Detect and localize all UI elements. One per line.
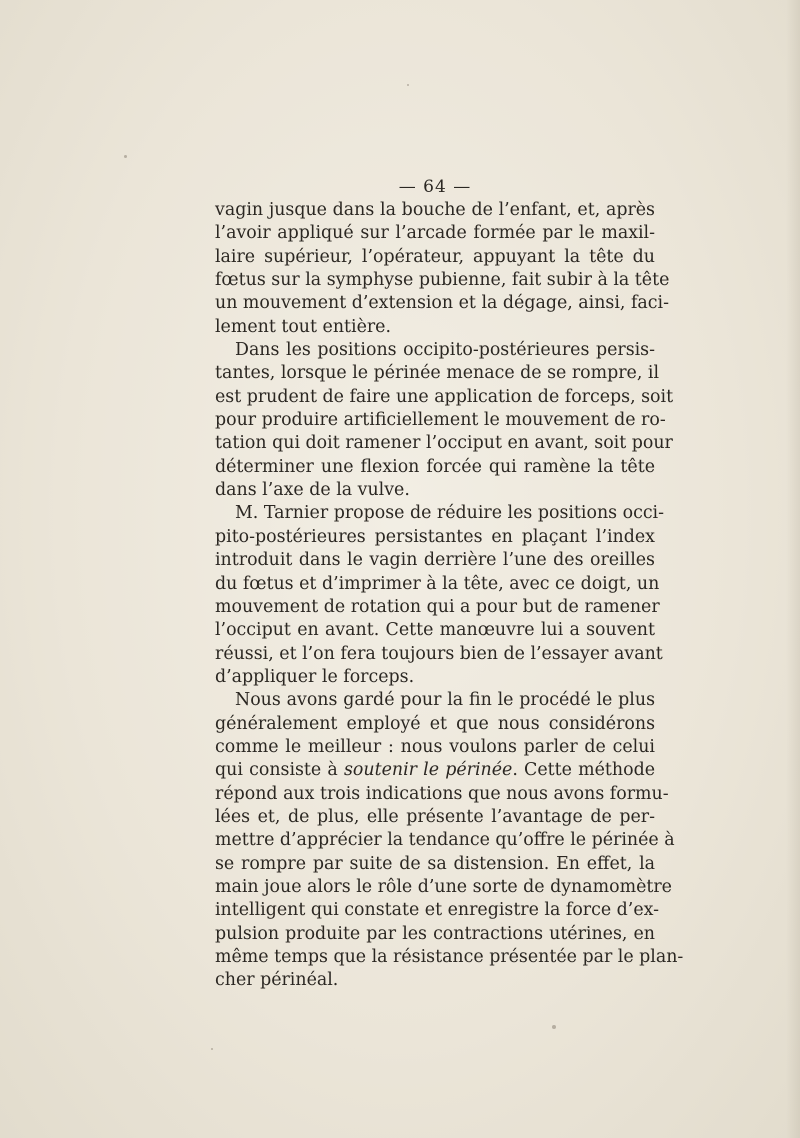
text-line: réussi, et l’on fera toujours bien de l’essayer avant — [215, 643, 663, 664]
text-line: est prudent de faire une application de forceps, soit — [215, 386, 674, 407]
text-line: cher périnéal. — [215, 970, 339, 991]
text-line: Dans les positions occipito-postérieures persis- — [235, 340, 655, 361]
text-line: intelligent qui constate et enregistre la force d’ex- — [215, 900, 660, 921]
text-line: qui consiste à soutenir le périnée. Cette méthode — [215, 760, 655, 781]
text-line: laire supérieur, l’opérateur, appuyant la tête du — [215, 246, 655, 267]
paragraph-4 — [215, 689, 684, 992]
page-edge-shadow — [786, 0, 800, 1138]
text-line: main joue alors le rôle d’une sorte de dynamomètre — [215, 876, 672, 897]
text-line: du fœtus et d’imprimer à la tête, avec ce doigt, un — [215, 573, 660, 594]
text-line: introduit dans le vagin derrière l’une des oreilles — [215, 550, 655, 571]
text-line: mettre d’apprécier la tendance qu’offre le périnée à — [215, 830, 675, 851]
text-line: répond aux trois indications que nous avons formu- — [215, 783, 669, 804]
text-line: tation qui doit ramener l’occiput en avant, soit pour — [215, 433, 673, 454]
text-line: se rompre par suite de sa distension. En effet, la — [215, 853, 655, 874]
paper-speck — [211, 1048, 213, 1050]
text-line: dans l’axe de la vulve. — [215, 480, 410, 501]
paper-speck — [124, 155, 127, 158]
text-line: M. Tarnier propose de réduire les positions occi- — [235, 503, 664, 524]
text-line: l’avoir appliqué sur l’arcade formée par le maxil- — [215, 223, 655, 244]
text-line: tantes, lorsque le périnée menace de se rompre, il — [215, 363, 660, 384]
text-line: généralement employé et que nous considérons — [215, 713, 655, 734]
paper-speck — [407, 84, 409, 86]
text-line: un mouvement d’extension et la dégage, ainsi, faci- — [215, 293, 669, 314]
text-line: d’appliquer le forceps. — [215, 666, 415, 687]
paragraph-1 — [215, 199, 670, 339]
page-number: — 64 — — [398, 177, 472, 197]
text-line: Nous avons gardé pour la fin le procédé le plus — [235, 690, 655, 711]
text-line: l’occiput en avant. Cette manœuvre lui a souvent — [215, 620, 655, 641]
paragraph-2 — [215, 339, 674, 502]
text-line: mouvement de rotation qui a pour but de ramener — [215, 596, 660, 617]
text-line: lées et, de plus, elle présente l’avantage de per- — [215, 806, 655, 827]
emphasis-text: soutenir le périnée — [344, 760, 513, 781]
text-line: pulsion produite par les contractions utérines, en — [215, 923, 655, 944]
text-line: vagin jusque dans la bouche de l’enfant, et, après — [215, 200, 655, 220]
paragraph-3 — [215, 502, 664, 689]
text-line: pito-postérieures persistantes en plaçant l’index — [215, 526, 655, 547]
text-line: fœtus sur la symphyse pubienne, fait subir à la tête — [215, 270, 670, 291]
text-block — [215, 176, 684, 993]
text-line: pour produire artificiellement le mouvement de ro- — [215, 410, 666, 431]
text-line: même temps que la résistance présentée par le plan- — [215, 947, 684, 967]
text-line: comme le meilleur : nous voulons parler de celui — [215, 736, 655, 757]
text-line: déterminer une flexion forcée qui ramène la tête — [215, 456, 655, 477]
text-line: lement tout entière. — [215, 316, 391, 337]
paper-speck — [552, 1025, 556, 1029]
